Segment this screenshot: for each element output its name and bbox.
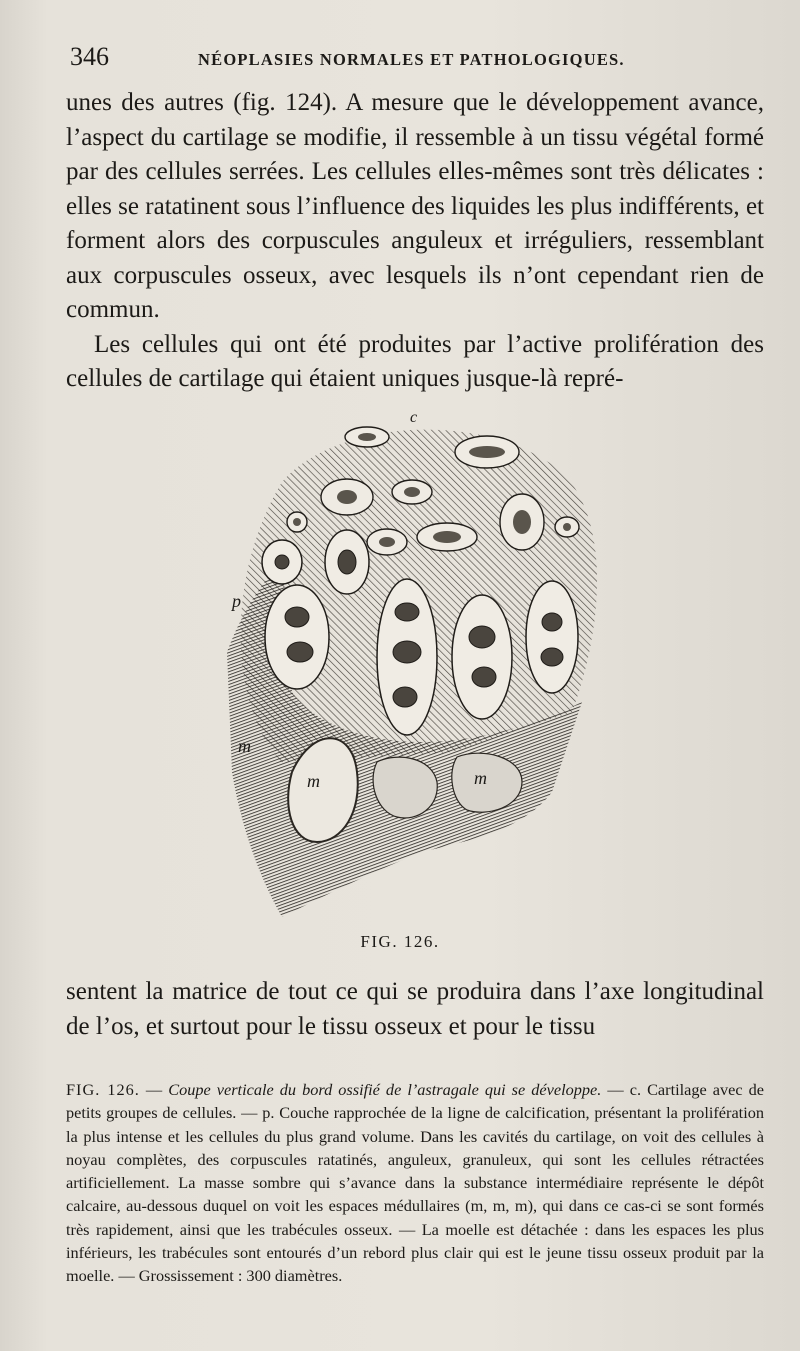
paragraph: sentent la matrice de tout ce qui se produira dans l’axe longitudinal de l’os, et surtout pour le tissu osseux et pour le tissu xyxy=(66,978,764,1040)
histology-engraving xyxy=(222,412,602,920)
label-m1: m xyxy=(238,736,251,756)
body-text-bottom xyxy=(66,975,764,1044)
running-title: NÉOPLASIES NORMALES ET PATHOLOGIQUES. xyxy=(198,50,625,69)
body-text-top xyxy=(66,86,764,397)
caption-title: Coupe verticale du bord ossifié de l’astragale qui se développe. xyxy=(168,1080,602,1099)
caption-label: FIG. 126. xyxy=(66,1080,140,1099)
figure-126 xyxy=(222,412,602,920)
page-header xyxy=(70,42,662,76)
caption-paragraph: FIG. 126. — Coupe verticale du bord ossifié de l’astragale qui se développe. — c. Cartilage avec de petits groupes de cellules. — p. Couche rapprochée de la ligne de calcification, présentant la prolifération la plus intense et les cellules du plus grand volume. Dans les cavités du cartilage, on voit des cellules à noyau complètes, des corpuscules ratatinés, anguleux, granuleux, qui sont les cellules rétractées artificiellement. La masse sombre qui s’avance dans la substance intermédiaire représente le dépôt calcaire, au-dessous duquel on voit les espaces médullaires (m, m, m), qui dans ce cas-ci se sont formés très rapidement, ainsi que les trabécules osseux. — La moelle est détachée : dans les espaces les plus inférieurs, les trabécules sont entourés d’un rebord plus clair qui est le jeune tissu osseux produit par la moelle. — Grossissement : 300 diamètres. xyxy=(66,1080,765,1286)
label-m3: m xyxy=(474,768,487,788)
label-c: c xyxy=(410,412,418,426)
label-p: p xyxy=(232,591,241,611)
page-number: 346 xyxy=(70,42,109,71)
paragraph: Les cellules qui ont été produites par l’active prolifération des cellules de cartilage qui étaient uniques jusque-là repré- xyxy=(66,330,764,392)
paragraph: unes des autres (fig. 124). A mesure que le développement avance, l’aspect du cartilage se modifie, il ressemble à un tissu végétal formé par des cellules serrées. Les cellules elles-mêmes sont très délicates : elles se ratatinent sous l’influence des liquides les plus indifférents, et forment alors des corpuscules anguleux et irréguliers, ressemblant aux corpuscules osseux, avec lesquels ils n’ont cependant rien de commun. xyxy=(66,89,764,323)
figure-caption xyxy=(66,1078,764,1288)
figure-number: FIG. 126. xyxy=(360,932,440,951)
label-m2: m xyxy=(307,771,320,791)
caption-text: — c. Cartilage avec de petits groupes de cellules. — p. Couche rapprochée de la ligne de calcification, présentant la prolifération la plus intense et les cellules du plus grand volume. Dans les cavités du cartilage, on voit des cellules à noyau complètes, des corpuscules ratatinés, anguleux, granuleux, qui sont les cellules rétractées artificiellement. La masse sombre qui s’avance dans la substance intermédiaire représente le dépôt calcaire, au-dessous duquel on voit les espaces médullaires (m, m, m), qui dans ce cas-ci se sont formés très rapidement, ainsi que les trabécules osseux. — La moelle est détachée : dans les espaces les plus inférieurs, les trabécules sont entourés d’un rebord plus clair qui est le jeune tissu osseux produit par la moelle. — Grossissement : 300 diamètres. xyxy=(66,1080,765,1286)
